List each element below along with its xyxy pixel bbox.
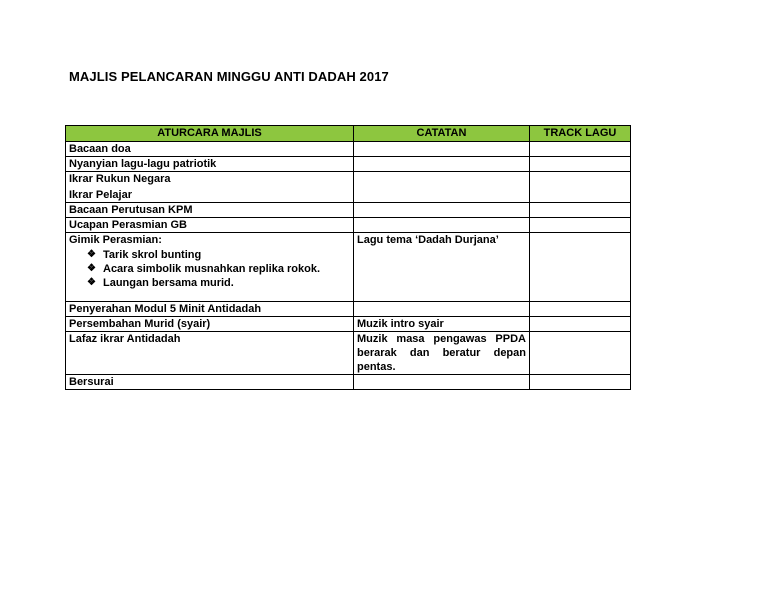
catatan-lagu-tema: Lagu tema ‘Dadah Durjana’ [354, 233, 530, 302]
table-row [66, 142, 631, 157]
document-title: MAJLIS PELANCARAN MINGGU ANTI DADAH 2017 [69, 69, 389, 84]
gimik-item-text: Acara simbolik musnahkan replika rokok. [103, 263, 321, 275]
table-row [66, 218, 631, 233]
ikrar-rukun-negara: Ikrar Rukun Negara [69, 173, 171, 185]
gimik-list [69, 248, 350, 290]
list-item [87, 262, 350, 276]
catatan-muzik-intro: Muzik intro syair [354, 317, 530, 332]
gimik-item-text: Tarik skrol bunting [103, 249, 202, 261]
table-row [66, 375, 631, 390]
track-cell [530, 172, 631, 203]
diamond-bullet-icon: ❖ [87, 263, 96, 274]
diamond-bullet-icon: ❖ [87, 277, 96, 288]
table-row [66, 203, 631, 218]
track-cell [530, 375, 631, 390]
header-catatan: CATATAN [354, 126, 530, 142]
table-row [66, 302, 631, 317]
track-cell [530, 218, 631, 233]
row-ikrar [66, 172, 354, 203]
table-row [66, 233, 631, 302]
row-penyerahan-modul: Penyerahan Modul 5 Minit Antidadah [66, 302, 354, 317]
row-gimik-perasmian [66, 233, 354, 302]
catatan-cell [354, 218, 530, 233]
table-row [66, 317, 631, 332]
diamond-bullet-icon: ❖ [87, 249, 96, 260]
catatan-cell [354, 203, 530, 218]
catatan-cell [354, 157, 530, 172]
track-cell [530, 233, 631, 302]
row-perutusan-kpm: Bacaan Perutusan KPM [66, 203, 354, 218]
catatan-cell [354, 172, 530, 203]
track-cell [530, 302, 631, 317]
row-persembahan-murid: Persembahan Murid (syair) [66, 317, 354, 332]
list-item [87, 276, 350, 290]
catatan-cell [354, 142, 530, 157]
table-row [66, 157, 631, 172]
row-bersurai: Bersurai [66, 375, 354, 390]
agenda-table [65, 125, 631, 390]
table-row [66, 172, 631, 203]
track-cell [530, 142, 631, 157]
row-bacaan-doa: Bacaan doa [66, 142, 354, 157]
track-cell [530, 203, 631, 218]
gimik-item-text: Laungan bersama murid. [103, 277, 234, 289]
table-row [66, 332, 631, 375]
list-item [87, 248, 350, 262]
gimik-heading: Gimik Perasmian: [69, 234, 162, 246]
catatan-cell [354, 375, 530, 390]
row-lafaz-ikrar: Lafaz ikrar Antidadah [66, 332, 354, 375]
catatan-cell [354, 302, 530, 317]
track-cell [530, 317, 631, 332]
catatan-muzik-pengawas: Muzik masa pengawas PPDA berarak dan beratur depan pentas. [354, 332, 530, 375]
table-header-row [66, 126, 631, 142]
header-aturcara-majlis: ATURCARA MAJLIS [66, 126, 354, 142]
track-cell [530, 332, 631, 375]
row-nyanyian-patriotik: Nyanyian lagu-lagu patriotik [66, 157, 354, 172]
header-track-lagu: TRACK LAGU [530, 126, 631, 142]
track-cell [530, 157, 631, 172]
row-ucapan-perasmian: Ucapan Perasmian GB [66, 218, 354, 233]
ikrar-pelajar: Ikrar Pelajar [69, 189, 132, 201]
